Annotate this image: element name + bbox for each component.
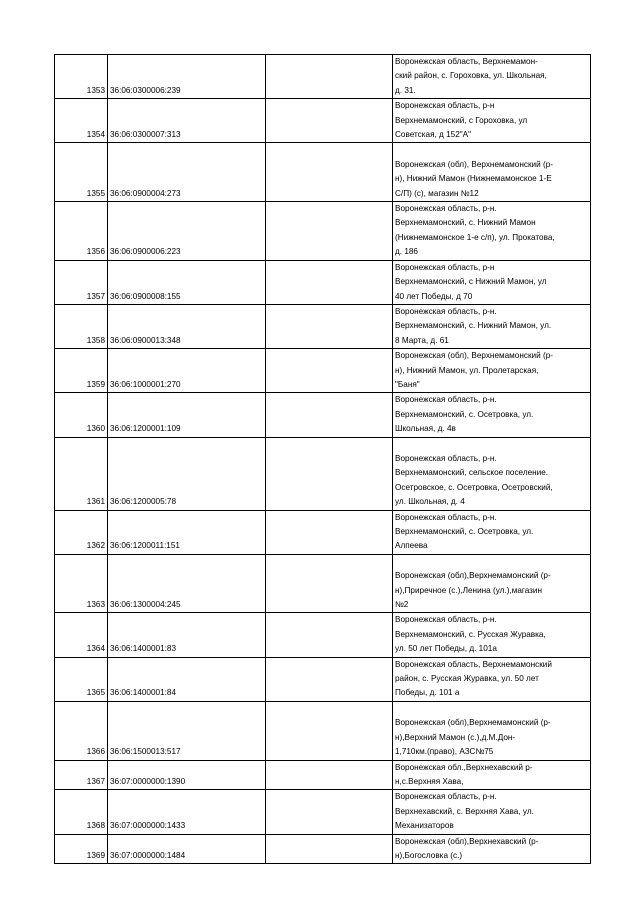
address-line: н), Нижний Мамон (Нижнемамонское 1-Е <box>395 174 552 184</box>
table-row <box>55 510 591 554</box>
address-line: д. 186 <box>395 247 418 257</box>
cadastral-number-cell: 36:06:0900004:273 <box>108 143 266 202</box>
row-number-cell: 1360 <box>55 393 108 437</box>
empty-cell <box>266 834 393 864</box>
address-line: С/П) (с), магазин №12 <box>395 188 479 198</box>
address-cell <box>393 657 591 701</box>
table-row <box>55 790 591 834</box>
address-line: район, с. Русская Журавка, ул. 50 лет <box>395 674 539 684</box>
address-line: Верхнемамонский, с. Нижний Мамон <box>395 218 536 228</box>
address-line: Победы, д. 101 а <box>395 688 460 698</box>
address-line: Верхнемамонский, с. Осетровка, ул. <box>395 527 534 536</box>
empty-cell <box>266 510 393 554</box>
address-cell <box>393 554 591 613</box>
address-line: Воронежская (обл), Верхнемамонский (р- <box>395 351 553 361</box>
address-line: 8 Марта, д. 61 <box>395 335 449 345</box>
address-line: 40 лет Победы, д 70 <box>395 291 473 301</box>
address-line: Механизаторов <box>395 821 454 831</box>
address-cell <box>393 790 591 834</box>
address-line: Верхнемамонский, сельское поселение. <box>395 468 549 478</box>
address-line: Воронежская область, р-н. <box>395 204 497 214</box>
cadastral-number-cell: 36:06:1400001:83 <box>108 613 266 657</box>
address-cell <box>393 349 591 393</box>
row-number-cell: 1363 <box>55 554 108 613</box>
cadastral-number-cell: 36:06:1400001:84 <box>108 657 266 701</box>
address-cell <box>393 55 591 99</box>
address-line: д. 31. <box>395 85 416 95</box>
cadastral-number-cell: 36:06:0900006:223 <box>108 202 266 261</box>
row-number-cell: 1358 <box>55 304 108 348</box>
address-line: н),Верхний Мамон (с.),д.М.Дон- <box>395 732 516 742</box>
empty-cell <box>266 437 393 510</box>
empty-cell <box>266 790 393 834</box>
address-cell <box>393 760 591 790</box>
empty-cell <box>266 349 393 393</box>
address-line: Верхнемамонский, с Гороховка, ул <box>395 115 528 125</box>
row-number-cell: 1365 <box>55 657 108 701</box>
address-cell <box>393 393 591 437</box>
cadastral-number-cell: 36:06:1200011:151 <box>108 510 266 554</box>
empty-cell <box>266 393 393 437</box>
cadastral-number-cell: 36:06:0300006:239 <box>108 55 266 99</box>
table-row <box>55 260 591 304</box>
address-cell <box>393 304 591 348</box>
address-line: 1,710км.(право), АЗС№75 <box>395 747 494 757</box>
empty-cell <box>266 55 393 99</box>
row-number-cell: 1367 <box>55 760 108 790</box>
cadastral-number-cell: 36:06:1300004:245 <box>108 554 266 613</box>
empty-cell <box>266 657 393 701</box>
address-line: Воронежская область, р-н. <box>395 792 497 802</box>
address-line: Советская, д 152"А" <box>395 130 472 140</box>
address-cell <box>393 510 591 554</box>
address-line <box>395 702 588 716</box>
address-line: Воронежская область, р-н. <box>395 453 497 463</box>
address-line: н),Богословка (с.) <box>395 850 463 860</box>
address-line: Воронежская область, р-н. <box>395 395 497 405</box>
address-line: Воронежская (обл),Верхнемамонский (р- <box>395 571 551 581</box>
empty-cell <box>266 260 393 304</box>
address-line: Воронежская область, р-н. <box>395 615 497 625</box>
address-line: Воронежская область, р-н <box>395 101 495 111</box>
cadastral-number-cell: 36:06:1000001:270 <box>108 349 266 393</box>
address-line: "Баня" <box>395 379 420 389</box>
cadastral-number-cell: 36:07:0000000:1433 <box>108 790 266 834</box>
address-line: ский район, с. Гороховка, ул. Школьная, <box>395 71 547 81</box>
row-number-cell: 1364 <box>55 613 108 657</box>
address-line: Воронежская область, р-н. <box>395 306 497 316</box>
address-line: Алпеева <box>395 541 428 551</box>
address-line: ул. 50 лет Победы, д. 101а <box>395 644 497 654</box>
address-line: Верхнемамонский, с. Нижний Мамон, ул. <box>395 321 552 331</box>
address-line <box>395 555 588 569</box>
address-line: н,с.Верхняя Хава, <box>395 776 464 786</box>
address-line <box>395 438 588 452</box>
table-row <box>55 613 591 657</box>
row-number-cell: 1355 <box>55 143 108 202</box>
cadastral-number-cell: 36:06:1200001:109 <box>108 393 266 437</box>
table-row <box>55 55 591 99</box>
address-line: Воронежская обл.,Верхнехавский р- <box>395 762 533 772</box>
address-line: Воронежская (обл),Верхнемамонский (р- <box>395 718 551 728</box>
address-line: Школьная, д. 4в <box>395 424 456 434</box>
cadastral-number-cell: 36:06:0900008:155 <box>108 260 266 304</box>
address-line: Осетровское, с. Осетровка, Осетровский, <box>395 482 553 492</box>
row-number-cell: 1353 <box>55 55 108 99</box>
address-line: Воронежская область, Верхнемамонский <box>395 659 552 669</box>
address-line: (Нижнемамонское 1-е с/п), ул. Прокатова, <box>395 232 555 242</box>
row-number-cell: 1354 <box>55 99 108 143</box>
table-row <box>55 701 591 760</box>
empty-cell <box>266 202 393 261</box>
empty-cell <box>266 701 393 760</box>
row-number-cell: 1369 <box>55 834 108 864</box>
cadastral-number-cell: 36:06:1200005:78 <box>108 437 266 510</box>
cadastral-number-cell: 36:07:0000000:1484 <box>108 834 266 864</box>
empty-cell <box>266 760 393 790</box>
row-number-cell: 1356 <box>55 202 108 261</box>
empty-cell <box>266 554 393 613</box>
cadastral-number-cell: 36:06:1500013:517 <box>108 701 266 760</box>
table-row <box>55 554 591 613</box>
empty-cell <box>266 613 393 657</box>
address-cell <box>393 834 591 864</box>
address-cell <box>393 260 591 304</box>
table-row <box>55 349 591 393</box>
address-cell <box>393 143 591 202</box>
row-number-cell: 1362 <box>55 510 108 554</box>
address-line: Воронежская область, р-н <box>395 262 495 272</box>
address-line: Воронежская (обл), Верхнемамонский (р- <box>395 159 553 169</box>
table-row <box>55 393 591 437</box>
table-row <box>55 657 591 701</box>
table-row <box>55 202 591 261</box>
address-cell <box>393 202 591 261</box>
table-row <box>55 437 591 510</box>
row-number-cell: 1368 <box>55 790 108 834</box>
cadastral-registry-table <box>54 54 591 864</box>
address-cell <box>393 437 591 510</box>
address-line: Воронежская область, р-н. <box>395 512 497 522</box>
table-row <box>55 304 591 348</box>
address-cell <box>393 613 591 657</box>
address-line: №2 <box>395 600 409 610</box>
registry-table-body <box>55 55 591 864</box>
address-line: Верхнемамонский, с. Русская Журавка, <box>395 629 546 639</box>
address-line: Воронежская область, Верхнемамон- <box>395 57 538 66</box>
address-line: Верхнехавский, с. Верхняя Хава, ул. <box>395 806 534 816</box>
address-line <box>395 143 588 157</box>
address-line: н), Нижний Мамон, ул. Пролетарская, <box>395 365 539 375</box>
address-line: Верхнемамонский, с. Осетровка, ул. <box>395 409 534 419</box>
address-line: Верхнемамонский, с Нижний Мамон, ул <box>395 277 547 287</box>
empty-cell <box>266 99 393 143</box>
address-line: Воронежская (обл),Верхнехавский (р- <box>395 836 539 846</box>
row-number-cell: 1359 <box>55 349 108 393</box>
address-line: ул. Школьная, д. 4 <box>395 497 465 507</box>
table-row <box>55 760 591 790</box>
cadastral-number-cell: 36:06:0900013:348 <box>108 304 266 348</box>
address-cell <box>393 701 591 760</box>
table-row <box>55 99 591 143</box>
row-number-cell: 1361 <box>55 437 108 510</box>
empty-cell <box>266 143 393 202</box>
address-cell <box>393 99 591 143</box>
row-number-cell: 1357 <box>55 260 108 304</box>
row-number-cell: 1366 <box>55 701 108 760</box>
table-row <box>55 143 591 202</box>
table-row <box>55 834 591 864</box>
cadastral-number-cell: 36:07:0000000:1390 <box>108 760 266 790</box>
address-line: н),Приречное (с.),Ленина (ул.),магазин <box>395 585 542 595</box>
empty-cell <box>266 304 393 348</box>
cadastral-number-cell: 36:06:0300007:313 <box>108 99 266 143</box>
